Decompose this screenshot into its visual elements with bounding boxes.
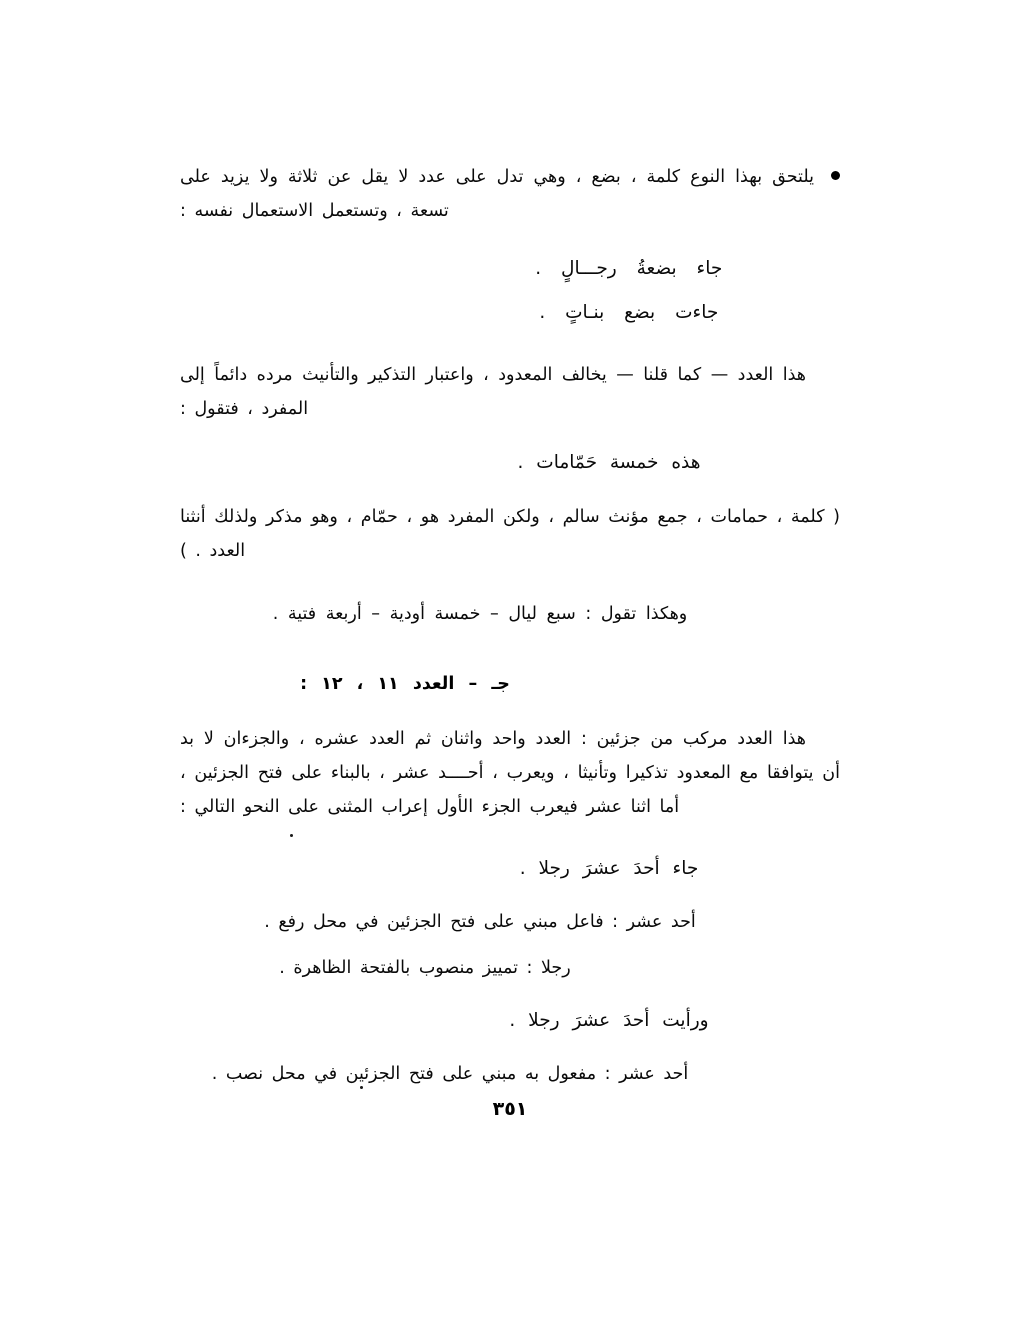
spacer [180, 568, 840, 598]
spacer [180, 700, 840, 722]
page-number: ٣٥١ [492, 1098, 528, 1120]
bullet-dot-icon [831, 171, 840, 180]
spacer [180, 824, 840, 854]
spacer [180, 630, 840, 668]
bullet-list-item [180, 160, 840, 228]
section-heading-c: جـ – العدد ١١ ، ١٢ : [300, 674, 510, 694]
parse-line-1: أحد عشر : فاعل مبني على فتح الجزئين في محل رفع . [264, 912, 696, 932]
spacer [180, 1036, 840, 1058]
paragraph-2: هذا العدد — كما قلنا — يخالف المعدود ، واعتبار التذكير والتأنيث مرده دائماً إلى المفرد ، فتقول : [180, 365, 806, 419]
example-sentence-5: جاء أحدَ عشرَ رجلا . [519, 858, 699, 879]
example-sentence-4: وهكذا تقول : سبع ليال – خمسة أودية – أربعة فتية . [272, 604, 688, 624]
bullet-paragraph-text: يلتحق بهذا النوع كلمة ، بضع ، وهي تدل على عدد لا يقل عن ثلاثة ولا يزيد على تسعة ، وتستعمل الاستعمال نفسه : [180, 167, 814, 221]
spacer [180, 328, 840, 358]
spacer [180, 884, 840, 906]
scan-speck [290, 834, 293, 837]
spacer [180, 984, 840, 1006]
scan-speck [360, 1086, 363, 1089]
example-sentence-1: جاء بضعةُ رجـــالٍ . [535, 258, 723, 279]
spacer [180, 478, 840, 500]
example-sentence-3: هذه خمسة حَمّامات . [517, 452, 701, 473]
example-sentence-6: ورأيت أحدَ عشرَ رجلا . [509, 1010, 709, 1031]
paragraph-3: ( كلمة ، حمامات ، جمع مؤنث سالم ، ولكن المفرد هو ، حمّام ، وهو مذكر ولذلك أنثنا العدد . ) [180, 507, 840, 561]
parse-line-2: رجلا : تمييز منصوب بالفتحة الظاهرة . [279, 958, 571, 978]
spacer [180, 426, 840, 448]
example-sentence-2: جاءت بضع بنـاتٍ . [539, 302, 719, 323]
spacer [180, 938, 840, 952]
paragraph-4: هذا العدد مركب من جزئين : العدد واحد واثنان ثم العدد عشره ، والجزءان لا بد أن يتوافقا مع المعدود تذكيرا وتأنيثا ، ويعرب ، أحــــد عشر ، بالبناء على فتح الجزئين ، أما اثنا عشر فيعرب الجزء الأول إعراب المثنى على النحو التالي : [180, 729, 840, 817]
parse-line-3: أحد عشر : مفعول به مبني على فتح الجزئين في محل نصب . [211, 1064, 689, 1084]
page-content [180, 160, 840, 1090]
spacer [180, 284, 840, 298]
